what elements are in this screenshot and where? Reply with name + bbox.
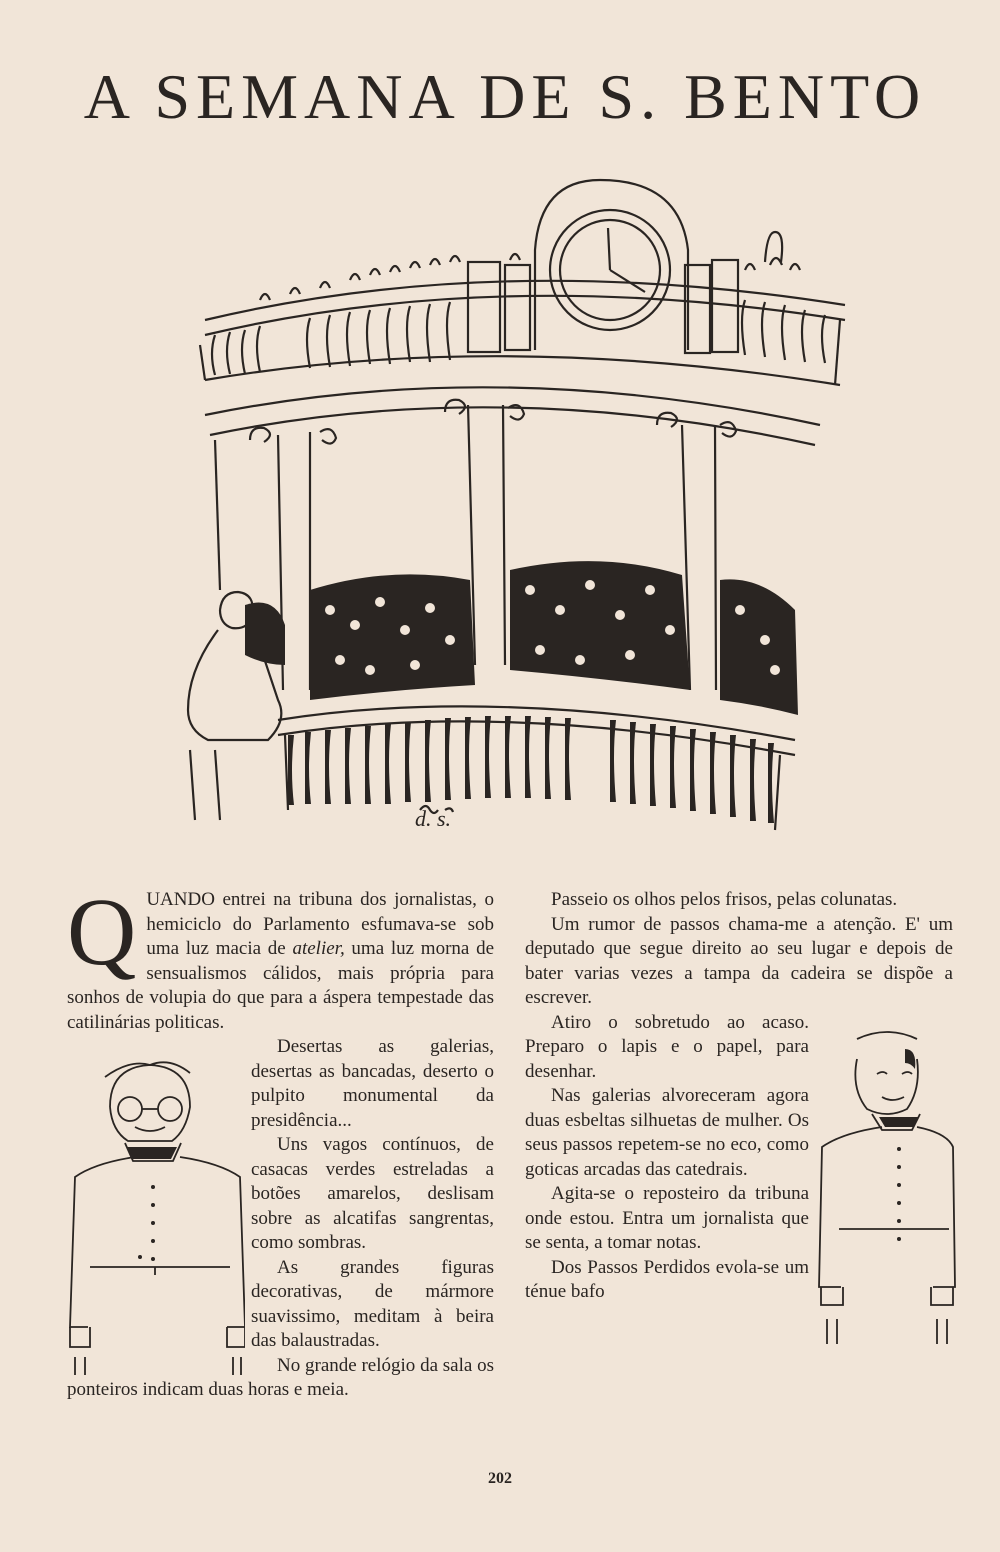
- paragraph-9: Nas galerias alvoreceram agora duas esbeltas silhuetas de mulher. Os seus passos repetem-se no eco, como goticas arcadas das catedrais.: [525, 1085, 809, 1180]
- paragraph-11: Dos Passos Perdidos evola-se um ténue bafo: [525, 1256, 809, 1302]
- paragraph-8: Atiro o sobretudo ao acaso. Preparo o lapis e o papel, para desenhar.: [525, 1011, 953, 1085]
- paragraph-1-start: UANDO entrei na tribuna dos jornalistas, o hemiciclo do Parlamento esfumava-se sob uma luz macia de: [146, 889, 494, 959]
- paragraph-3: Uns vagos contínuos, de casacas verdes estreladas a botões amarelos, deslisam sobre as alcatifas sangrentas, como sombras.: [251, 1134, 494, 1253]
- paragraph-2: Desertas as galerias, desertas as bancadas, deserto o pulpito monumental da presidência...: [67, 1035, 494, 1133]
- article-column-left: [67, 878, 494, 1403]
- gallery-with-clock-illustration: [170, 170, 850, 850]
- usher-figure-with-glasses: [65, 1047, 245, 1377]
- paragraph-1-end: uma luz morna de sensualismos cálidos, mais própria para sonhos de volupia do que para a áspera tempestade das catilinárias politicas.: [67, 938, 494, 1033]
- article-column-right: [525, 888, 953, 1349]
- artist-signature: d. s.: [415, 806, 452, 831]
- paragraph-1-italic: atelier,: [292, 938, 345, 959]
- drop-cap: Q: [67, 878, 137, 985]
- paragraph-7: Um rumor de passos chama-me a atenção. E' um deputado que segue direito ao seu lugar e depois de bater varias vezes a tampa da cadeira se dispõe a escrever.: [525, 913, 953, 1008]
- paragraph-4: As grandes figuras decorativas, de mármore suavissimo, meditam à beira das balaustradas.: [251, 1256, 494, 1351]
- page-title: A SEMANA DE S. BENTO: [83, 61, 927, 132]
- page-number: 202: [488, 1470, 512, 1487]
- paragraph-10: Agita-se o reposteiro da tribuna onde estou. Entra um jornalista que se senta, a tomar notas.: [525, 1183, 809, 1253]
- paragraph-5: No grande relógio da sala os ponteiros indicam duas horas e meia.: [67, 1354, 494, 1400]
- paragraph-6: Passeio os olhos pelos frisos, pelas colunatas.: [551, 889, 898, 910]
- usher-figure-profile: [817, 1019, 957, 1349]
